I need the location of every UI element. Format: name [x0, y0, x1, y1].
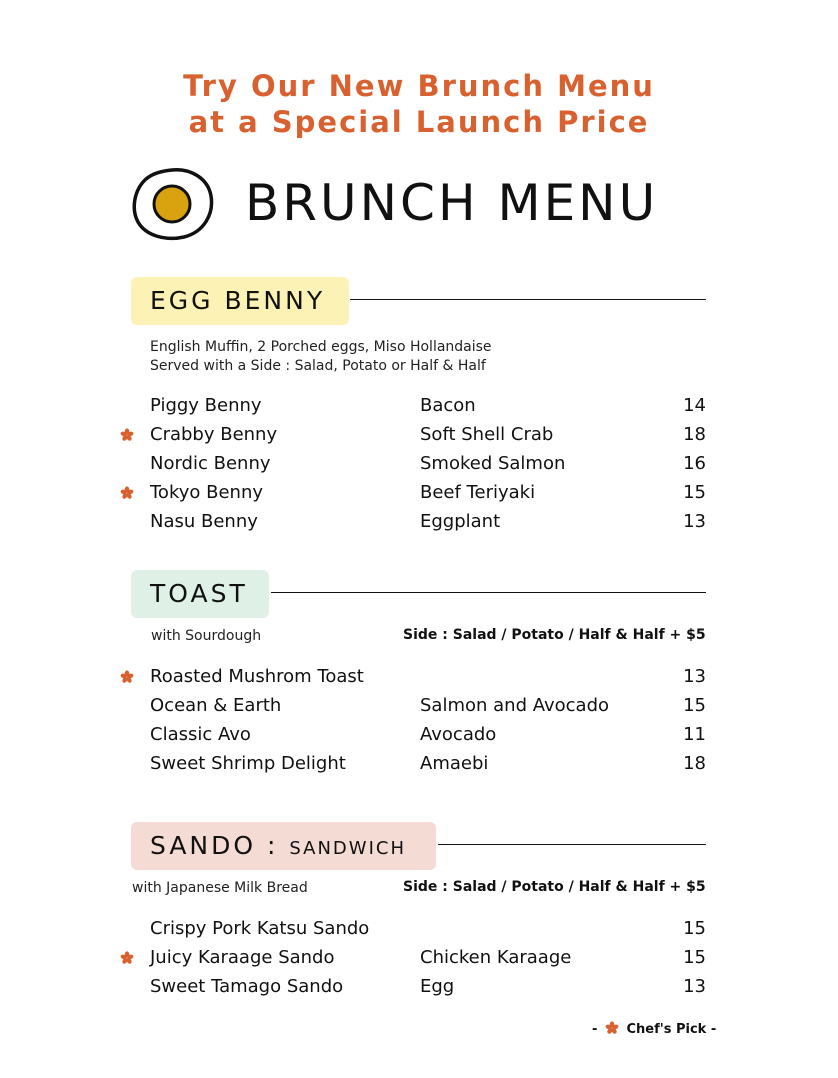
menu-item-name: Juicy Karaage Sando	[150, 947, 335, 968]
menu-item-name: Piggy Benny	[150, 395, 262, 416]
sando-side-note: Side : Salad / Potato / Half & Half + $5	[403, 879, 706, 895]
promo-line-1: Try Our New Brunch Menu	[183, 69, 655, 103]
section-rule-egg-benny	[350, 299, 706, 300]
menu-item-price: 18	[683, 424, 706, 445]
menu-item-name: Nordic Benny	[150, 453, 271, 474]
section-title-egg-benny: EGG BENNY	[150, 286, 326, 315]
promo-line-2: at a Special Launch Price	[188, 105, 650, 139]
section-title-toast: TOAST	[150, 579, 248, 608]
menu-item-row	[0, 391, 838, 420]
egg-benny-description-1: English Muffin, 2 Porched eggs, Miso Hollandaise	[150, 339, 492, 355]
menu-item-price: 14	[683, 395, 706, 416]
chef-pick-icon	[120, 428, 134, 442]
menu-item-detail: Chicken Karaage	[420, 947, 572, 968]
menu-item-price: 13	[683, 976, 706, 997]
menu-item-detail: Avocado	[420, 724, 497, 745]
menu-item-detail: Beef Teriyaki	[420, 482, 536, 503]
toast-side-note: Side : Salad / Potato / Half & Half + $5	[403, 627, 706, 643]
sando-items	[0, 914, 838, 1001]
menu-item-row	[0, 749, 838, 778]
menu-item-name: Crispy Pork Katsu Sando	[150, 918, 370, 939]
menu-item-row	[0, 972, 838, 1001]
menu-item-detail: Soft Shell Crab	[420, 424, 554, 445]
menu-title: BRUNCH MENU	[245, 174, 659, 232]
menu-item-row	[0, 914, 838, 943]
menu-item-row	[0, 507, 838, 536]
menu-item-name: Nasu Benny	[150, 511, 258, 532]
menu-item-name: Ocean & Earth	[150, 695, 282, 716]
menu-item-price: 13	[683, 666, 706, 687]
menu-item-detail: Amaebi	[420, 753, 489, 774]
section-title-sando: SANDO :	[150, 831, 279, 860]
menu-item-row	[0, 478, 838, 507]
chef-pick-legend-icon	[605, 1021, 619, 1035]
toast-description: with Sourdough	[151, 628, 262, 644]
menu-item-detail: Smoked Salmon	[420, 453, 566, 474]
menu-item-name: Sweet Shrimp Delight	[150, 753, 346, 774]
fried-egg-icon	[132, 166, 214, 242]
menu-item-name: Tokyo Benny	[150, 482, 264, 503]
menu-item-price: 11	[683, 724, 706, 745]
menu-item-name: Classic Avo	[150, 724, 251, 745]
chef-pick-icon	[120, 951, 134, 965]
menu-item-row	[0, 420, 838, 449]
section-rule-sando	[438, 844, 706, 845]
menu-item-row	[0, 662, 838, 691]
menu-item-price: 16	[683, 453, 706, 474]
menu-item-row	[0, 449, 838, 478]
menu-item-row	[0, 720, 838, 749]
section-rule-toast	[271, 592, 706, 593]
legend-dash-right: -	[710, 1022, 717, 1037]
chef-pick-legend	[592, 1021, 716, 1037]
section-header-toast	[131, 570, 269, 618]
legend-dash-left: -	[592, 1022, 598, 1037]
menu-item-detail: Bacon	[420, 395, 476, 416]
section-subtitle-sando: SANDWICH	[289, 838, 406, 859]
toast-items	[0, 662, 838, 778]
sando-description: with Japanese Milk Bread	[132, 880, 308, 896]
menu-item-price: 13	[683, 511, 706, 532]
menu-item-price: 18	[683, 753, 706, 774]
menu-item-price: 15	[683, 482, 706, 503]
egg-benny-description-2: Served with a Side : Salad, Potato or Half & Half	[150, 358, 486, 374]
chef-pick-icon	[120, 670, 134, 684]
menu-item-detail: Eggplant	[420, 511, 501, 532]
menu-item-name: Roasted Mushrom Toast	[150, 666, 364, 687]
menu-item-price: 15	[683, 695, 706, 716]
menu-item-detail: Salmon and Avocado	[420, 695, 610, 716]
legend-label: Chef's Pick	[626, 1022, 707, 1037]
section-header-egg-benny	[131, 277, 349, 325]
menu-item-price: 15	[683, 918, 706, 939]
chef-pick-icon	[120, 486, 134, 500]
menu-item-name: Crabby Benny	[150, 424, 278, 445]
menu-item-detail: Egg	[420, 976, 455, 997]
section-header-sando	[131, 822, 436, 870]
menu-item-price: 15	[683, 947, 706, 968]
menu-item-row	[0, 691, 838, 720]
menu-item-name: Sweet Tamago Sando	[150, 976, 344, 997]
egg-benny-items	[0, 391, 838, 536]
menu-item-row	[0, 943, 838, 972]
